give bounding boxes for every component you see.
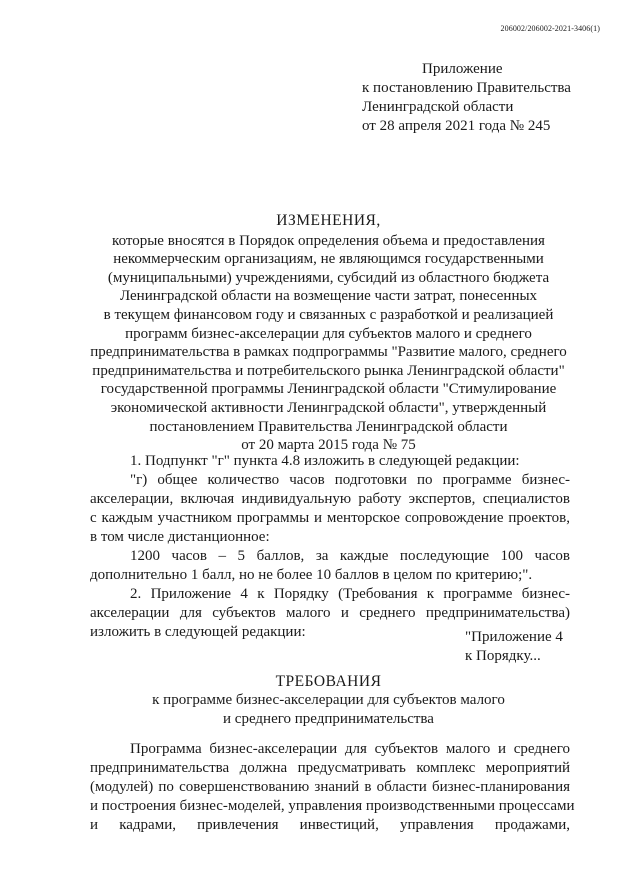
item2-line: изложить в следующей редакции: [90,624,306,640]
requirements-title-line: к программе бизнес-акселерации для субъектов малого [152,692,505,708]
requirements-title-line: и среднего предпринимательства [223,711,434,727]
changes-title-line: программ бизнес-акселерации для субъектов малого и среднего [125,325,532,342]
appendix-line: Приложение [422,61,503,77]
changes-title-line: постановлением Правительства Ленинградской области [149,418,508,435]
program-line: Программа бизнес-акселерации для субъектов малого и среднего [130,741,570,757]
changes-heading: ИЗМЕНЕНИЯ, [276,212,381,229]
quoted-appendix-line: к Порядку... [465,648,541,664]
appendix-line: Ленинградской области [362,99,514,115]
program-line: (модулей) по совершенствованию знаний в области бизнес-планирования [90,779,570,795]
program-line: и построения бизнес-моделей, управления производственными процессами [90,798,575,814]
changes-title-line: экономической активности Ленинградской области", утвержденный [110,399,547,416]
changes-title-line: предпринимательства и потребительского рынка Ленинградской области" [92,362,565,379]
appendix-line: от 28 апреля 2021 года № 245 [362,118,551,134]
item1-intro: 1. Подпункт "г" пункта 4.8 изложить в следующей редакции: [130,453,520,469]
item1-para1-line: "г) общее количество часов подготовки по программе бизнес- [130,472,570,488]
changes-title-block [80,212,577,455]
document-number: 206002/206002-2021-3406(1) [500,24,600,33]
item1-section [90,452,570,585]
changes-title-line: предпринимательства в рамках подпрограммы "Развитие малого, среднего [90,344,567,361]
item1-para2-line: 1200 часов – 5 баллов, за каждые последующие 100 часов [130,548,570,564]
quoted-appendix-ref [465,628,563,666]
program-paragraph [90,740,575,835]
item1-para1-line: в том числе дистанционное: [90,529,270,545]
changes-title-line: государственной программы Ленинградской области "Стимулирование [100,381,557,398]
changes-title-line: Ленинградской области на возмещение части затрат, понесенных [119,288,538,305]
program-line: предпринимательства должна предусматривать комплекс мероприятий [90,760,570,776]
requirements-title-block [80,672,577,729]
appendix-line: к постановлению Правительства [362,80,571,96]
requirements-heading: ТРЕБОВАНИЯ [275,673,382,690]
changes-title-line: (муниципальными) учреждениями, субсидий из областного бюджета [107,269,550,286]
item1-para2-line: дополнительно 1 балл, но не более 10 баллов в целом по критерию;". [90,567,533,583]
changes-title-line: некоммерческим организациям, не являющимся государственными [113,251,544,268]
program-line: и кадрами, привлечения инвестиций, управления продажами, [90,817,570,833]
changes-title-line: в текущем финансовом году и связанных с разработкой и реализацией [103,306,554,323]
changes-title-line: от 20 марта 2015 года № 75 [241,437,416,454]
changes-title-line: которые вносятся в Порядок определения объема и предоставления [112,232,545,249]
item1-para1-line: акселерации, включая индивидуальную работу экспертов, специалистов [90,491,570,507]
item1-para1-line: с каждым участником программы и менторское сопровождение проектов, [90,510,570,526]
quoted-appendix-line: "Приложение 4 [465,629,563,645]
appendix-header [362,60,571,136]
item2-line: акселерации для субъектов малого и среднего предпринимательства) [90,605,570,621]
item2-line: 2. Приложение 4 к Порядку (Требования к программе бизнес- [130,586,570,602]
